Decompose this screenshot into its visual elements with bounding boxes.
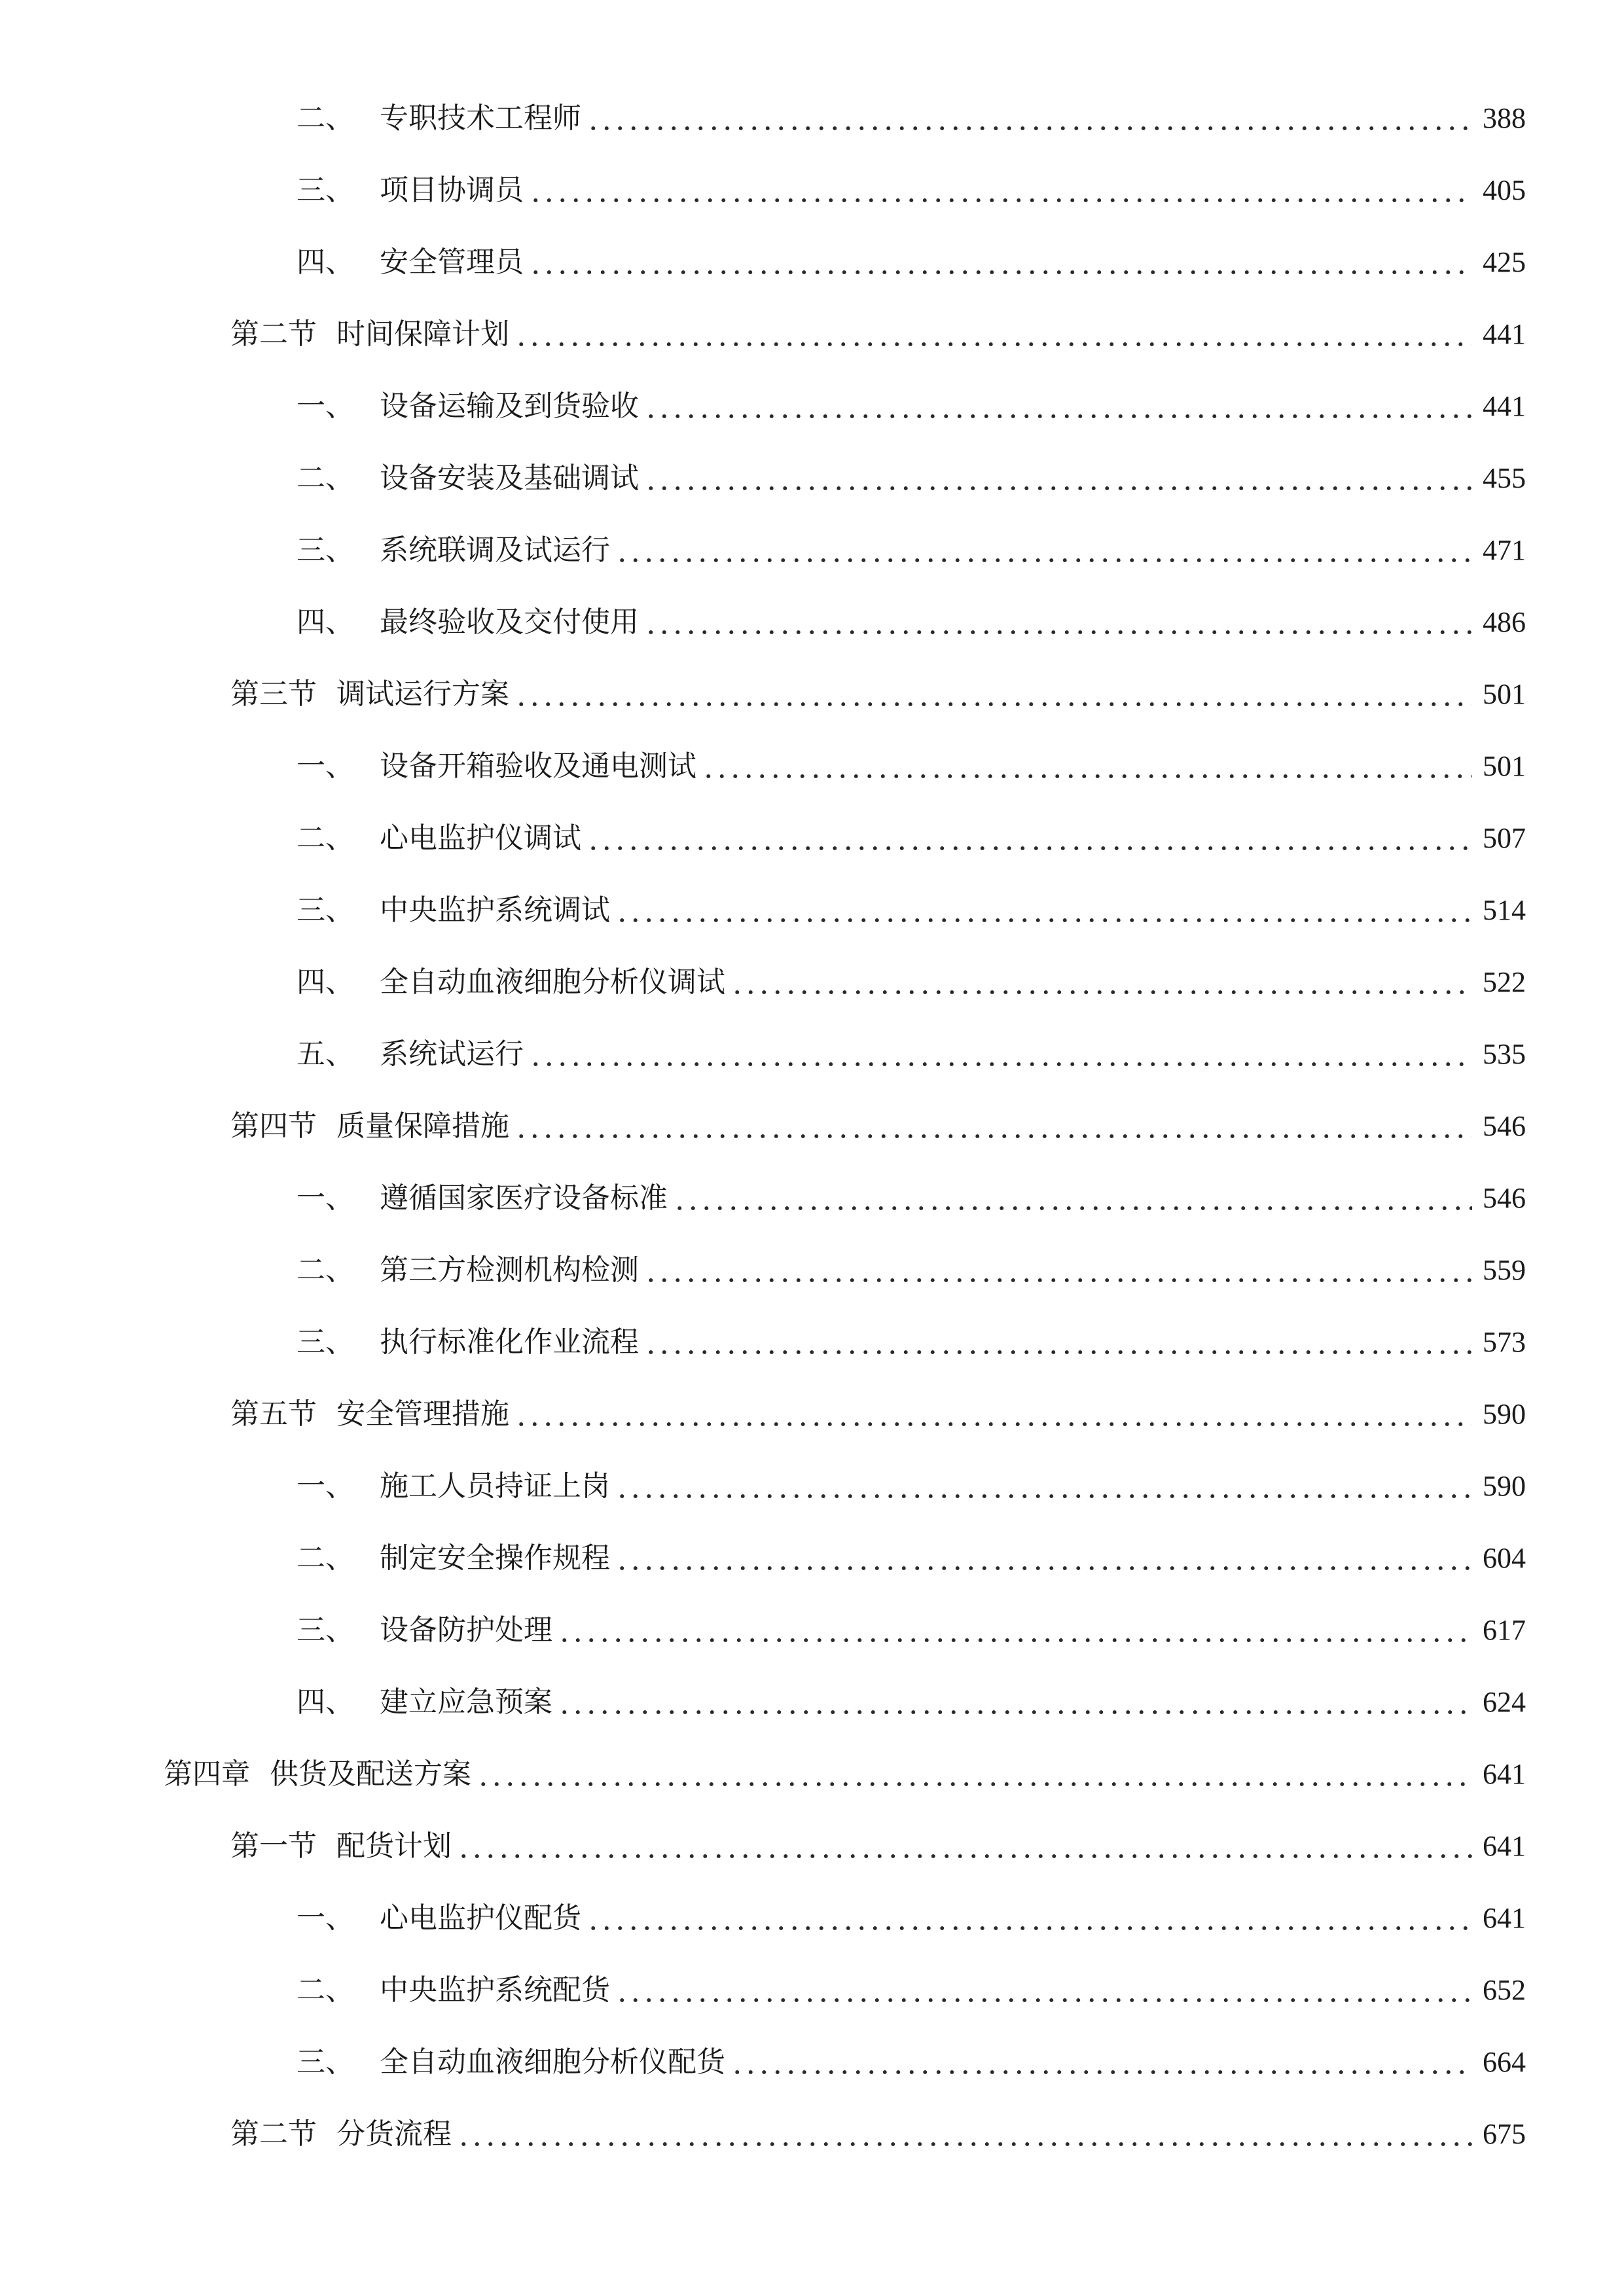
- toc-page-number: 590: [1483, 1470, 1526, 1502]
- toc-entry[interactable]: [297, 240, 1526, 285]
- toc-dot-leader: [586, 816, 1472, 861]
- toc-page-number: 617: [1483, 1614, 1526, 1646]
- toc-entry[interactable]: [297, 600, 1526, 645]
- toc-dot-leader: [457, 2111, 1472, 2157]
- toc-dot-leader: [615, 1967, 1472, 2013]
- toc-dot-leader: [558, 1607, 1472, 1653]
- toc-page-number: 641: [1483, 1830, 1526, 1862]
- toc-dot-leader: [558, 1679, 1472, 1725]
- toc-entry-number: 四、: [297, 605, 354, 639]
- toc-entry-number: 第一节: [230, 1829, 317, 1863]
- toc-page-number: 486: [1483, 606, 1526, 638]
- toc-entry-number: 二、: [297, 821, 354, 855]
- toc-entry-title: 安全管理员: [380, 245, 524, 279]
- toc-entry[interactable]: [230, 1391, 1526, 1437]
- toc-entry-number: 三、: [297, 173, 354, 207]
- toc-dot-leader: [731, 960, 1472, 1005]
- toc-entry-number: 四、: [297, 245, 354, 279]
- toc-page-number: 501: [1483, 678, 1526, 710]
- toc-entry-number: 四、: [297, 1685, 354, 1719]
- toc-page-number: 535: [1483, 1038, 1526, 1070]
- toc-entry[interactable]: [297, 816, 1526, 861]
- toc-dot-leader: [514, 1103, 1472, 1149]
- toc-entry[interactable]: [297, 528, 1526, 573]
- toc-dot-leader: [529, 168, 1472, 213]
- toc-entry[interactable]: [297, 2039, 1526, 2085]
- toc-entry[interactable]: [297, 888, 1526, 933]
- toc-page-number: 388: [1483, 102, 1526, 134]
- toc-entry[interactable]: [297, 1967, 1526, 2013]
- toc-dot-leader: [731, 2039, 1472, 2085]
- toc-entry-number: 三、: [297, 1325, 354, 1359]
- toc-entry-number: 一、: [297, 1901, 354, 1935]
- toc-entry-number: 一、: [297, 749, 354, 783]
- toc-entry[interactable]: [297, 1535, 1526, 1581]
- toc-entry-title: 分货流程: [336, 2117, 452, 2151]
- toc-entry-title: 设备运输及到货验收: [380, 389, 639, 423]
- toc-entry[interactable]: [297, 1247, 1526, 1293]
- toc-page-number: 590: [1483, 1398, 1526, 1430]
- toc-dot-leader: [586, 1895, 1472, 1941]
- toc-entry[interactable]: [297, 1319, 1526, 1365]
- toc-dot-leader: [514, 1391, 1472, 1437]
- toc-dot-leader: [615, 888, 1472, 933]
- toc-page-number: 471: [1483, 534, 1526, 566]
- toc-entry-title: 时间保障计划: [336, 317, 509, 351]
- toc-entry-number: 第二节: [230, 317, 317, 351]
- toc-entry-title: 系统试运行: [380, 1037, 524, 1071]
- toc-dot-leader: [644, 456, 1472, 501]
- toc-entry-title: 设备防护处理: [380, 1613, 552, 1647]
- toc-entry-number: 第四节: [230, 1109, 317, 1143]
- toc-dot-leader: [673, 1175, 1472, 1221]
- toc-entry-number: 三、: [297, 533, 354, 567]
- toc-entry[interactable]: [297, 1463, 1526, 1509]
- toc-dot-leader: [457, 1823, 1472, 1869]
- toc-entry-title: 供货及配送方案: [270, 1757, 471, 1791]
- toc-dot-leader: [644, 384, 1472, 429]
- toc-dot-leader: [644, 1319, 1472, 1365]
- toc-entry-title: 施工人员持证上岗: [380, 1469, 610, 1503]
- toc-entry[interactable]: [230, 1103, 1526, 1149]
- toc-page-number: 604: [1483, 1542, 1526, 1574]
- toc-entry-number: 二、: [297, 1253, 354, 1287]
- toc-entry-title: 系统联调及试运行: [380, 533, 610, 567]
- toc-page-number: 501: [1483, 750, 1526, 782]
- toc-entry-number: 三、: [297, 2045, 354, 2079]
- toc-page-number: 559: [1483, 1254, 1526, 1286]
- toc-page-number: 441: [1483, 318, 1526, 350]
- toc-entry-title: 心电监护仪调试: [380, 821, 581, 855]
- toc-entry-title: 遵循国家医疗设备标准: [380, 1181, 668, 1215]
- toc-page-number: 546: [1483, 1110, 1526, 1142]
- toc-entry-title: 执行标准化作业流程: [380, 1325, 639, 1359]
- toc-page-number: 441: [1483, 390, 1526, 422]
- toc-entry[interactable]: [164, 1751, 1526, 1797]
- toc-dot-leader: [644, 600, 1472, 645]
- toc-page-number: 405: [1483, 174, 1526, 206]
- toc-entry-number: 二、: [297, 461, 354, 495]
- toc-entry[interactable]: [230, 672, 1526, 717]
- toc-page-number: 425: [1483, 246, 1526, 278]
- toc-entry[interactable]: [297, 456, 1526, 501]
- toc-page-number: 652: [1483, 1974, 1526, 2006]
- toc-entry-number: 二、: [297, 1541, 354, 1575]
- toc-entry[interactable]: [297, 744, 1526, 789]
- toc-entry-title: 中央监护系统调试: [380, 893, 610, 927]
- toc-entry[interactable]: [230, 2111, 1526, 2157]
- toc-dot-leader: [529, 1031, 1472, 1077]
- toc-entry[interactable]: [297, 384, 1526, 429]
- toc-entry-title: 中央监护系统配货: [380, 1973, 610, 2007]
- toc-entry[interactable]: [297, 1895, 1526, 1941]
- toc-entry-title: 全自动血液细胞分析仪调试: [380, 965, 725, 999]
- toc-entry-title: 建立应急预案: [380, 1685, 552, 1719]
- toc-entry-number: 一、: [297, 1181, 354, 1215]
- toc-entry-title: 安全管理措施: [336, 1397, 509, 1431]
- toc-dot-leader: [586, 96, 1472, 141]
- toc-entry-number: 五、: [297, 1037, 354, 1071]
- toc-page-number: 514: [1483, 894, 1526, 926]
- toc-page-number: 624: [1483, 1686, 1526, 1718]
- toc-entry-number: 一、: [297, 1469, 354, 1503]
- toc-entry-title: 专职技术工程师: [380, 101, 581, 135]
- toc-entry-title: 调试运行方案: [336, 677, 509, 711]
- toc-dot-leader: [477, 1751, 1472, 1797]
- toc-entry[interactable]: [297, 1679, 1526, 1725]
- toc-entry-number: 第四章: [164, 1757, 250, 1791]
- toc-dot-leader: [529, 240, 1472, 285]
- toc-entry-title: 制定安全操作规程: [380, 1541, 610, 1575]
- toc-entry-number: 第二节: [230, 2117, 317, 2151]
- toc-entry[interactable]: [297, 1607, 1526, 1653]
- toc-entry[interactable]: [297, 96, 1526, 141]
- toc-dot-leader: [615, 1535, 1472, 1581]
- toc-dot-leader: [514, 672, 1472, 717]
- toc-dot-leader: [644, 1247, 1472, 1293]
- toc-entry[interactable]: [297, 168, 1526, 213]
- toc-page-number: 522: [1483, 966, 1526, 998]
- toc-entry-title: 质量保障措施: [336, 1109, 509, 1143]
- toc-entry-title: 设备开箱验收及通电测试: [380, 749, 696, 783]
- toc-entry[interactable]: [297, 960, 1526, 1005]
- toc-entry-number: 一、: [297, 389, 354, 423]
- toc-page-number: 507: [1483, 822, 1526, 854]
- toc-entry-number: 三、: [297, 893, 354, 927]
- toc-entry[interactable]: [297, 1031, 1526, 1077]
- toc-dot-leader: [615, 528, 1472, 573]
- toc-entry[interactable]: [297, 1175, 1526, 1221]
- toc-page-number: 641: [1483, 1758, 1526, 1790]
- toc-entry-title: 配货计划: [336, 1829, 452, 1863]
- toc-page-number: 675: [1483, 2118, 1526, 2150]
- toc-entry[interactable]: [230, 312, 1526, 357]
- toc-page-number: 664: [1483, 2046, 1526, 2078]
- toc-entry-number: 第五节: [230, 1397, 317, 1431]
- toc-page-number: 641: [1483, 1902, 1526, 1934]
- toc-entry-title: 设备安装及基础调试: [380, 461, 639, 495]
- toc-dot-leader: [702, 744, 1472, 789]
- toc-entry-title: 项目协调员: [380, 173, 524, 207]
- toc-page-number: 546: [1483, 1182, 1526, 1214]
- toc-entry-title: 心电监护仪配货: [380, 1901, 581, 1935]
- toc-dot-leader: [514, 312, 1472, 357]
- toc-page-number: 573: [1483, 1326, 1526, 1358]
- toc-entry-title: 第三方检测机构检测: [380, 1253, 639, 1287]
- toc-page-number: 455: [1483, 462, 1526, 494]
- toc-entry-number: 四、: [297, 965, 354, 999]
- toc-entry-title: 最终验收及交付使用: [380, 605, 639, 639]
- toc-entry[interactable]: [230, 1823, 1526, 1869]
- toc-entry-number: 第三节: [230, 677, 317, 711]
- toc-entry-title: 全自动血液细胞分析仪配货: [380, 2045, 725, 2079]
- toc-entry-number: 二、: [297, 1973, 354, 2007]
- toc-dot-leader: [615, 1463, 1472, 1509]
- toc-entry-number: 三、: [297, 1613, 354, 1647]
- toc-entry-number: 二、: [297, 101, 354, 135]
